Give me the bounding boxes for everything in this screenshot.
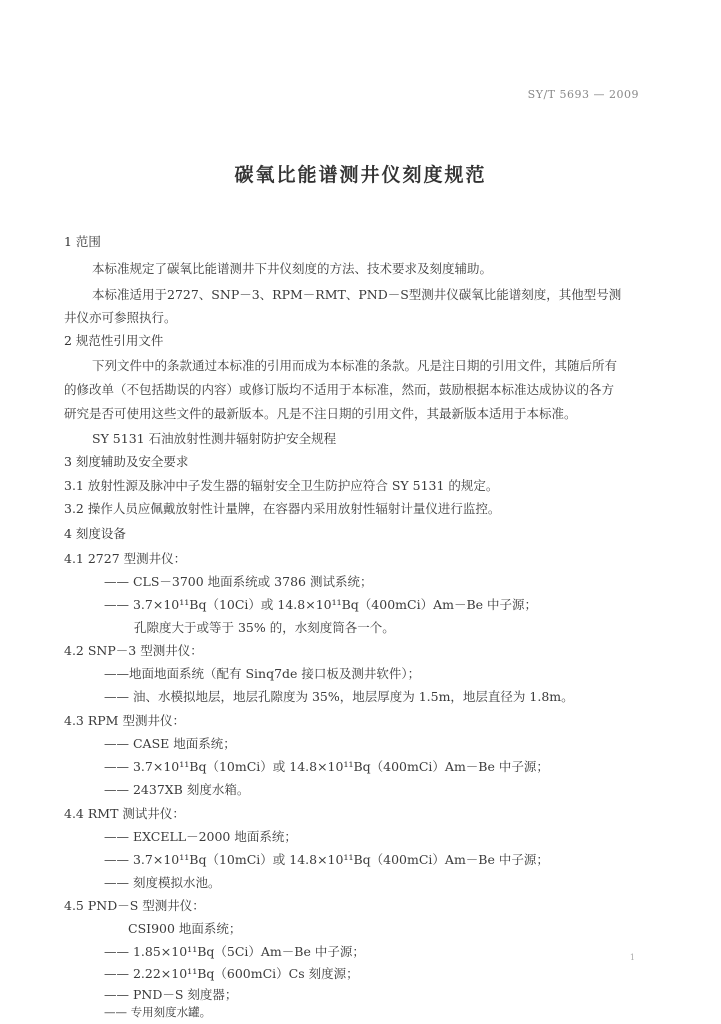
list-item: —— 2.22×10¹¹Bq（600mCi）Cs 刻度源；: [104, 966, 359, 981]
section-1-paragraph-2a: 本标准适用于2727、SNP－3、RPM－RMT、PND－S型测井仪碳氧比能谱刻度，其他型号测: [92, 287, 622, 302]
section-4-heading: 4 刻度设备: [64, 526, 126, 541]
list-item: —— CASE 地面系统；: [104, 736, 236, 751]
subsection-4-5: 4.5 PND－S 型测井仪：: [64, 898, 205, 913]
section-2-paragraph-line-2: 的修改单（不包括勘误的内容）或修订版均不适用于本标准，然而，鼓励根据本标准达成协议的各方: [64, 382, 615, 397]
list-item: —— 3.7×10¹¹Bq（10mCi）或 14.8×10¹¹Bq（400mCi）Am－Be 中子源；: [104, 852, 549, 867]
section-1-paragraph-2b: 井仪亦可参照执行。: [64, 310, 177, 325]
subsection-4-3: 4.3 RPM 型测井仪：: [64, 713, 185, 728]
document-title: 碳氧比能谱测井仪刻度规范: [234, 164, 487, 186]
list-item: —— 3.7×10¹¹Bq（10Ci）或 14.8×10¹¹Bq（400mCi）Am－Be 中子源；: [104, 597, 538, 612]
list-item: 孔隙度大于或等于 35% 的，水刻度筒各一个。: [134, 620, 395, 635]
section-1-paragraph-1: 本标准规定了碳氧比能谱测井下井仪刻度的方法、技术要求及刻度辅助。: [92, 261, 493, 276]
list-item: ——地面地面系统（配有 Sinq7de 接口板及测井软件）；: [104, 666, 421, 681]
list-item: —— PND－S 刻度器；: [104, 987, 238, 1002]
list-item: —— 2437XB 刻度水箱。: [104, 782, 250, 797]
section-2-paragraph-line-1: 下列文件中的条款通过本标准的引用而成为本标准的条款。凡是注日期的引用文件，其随后所有: [92, 358, 618, 373]
section-3-item-1: 3.1 放射性源及脉冲中子发生器的辐射安全卫生防护应符合 SY 5131 的规定。: [64, 478, 499, 493]
section-3-heading: 3 刻度辅助及安全要求: [64, 454, 189, 469]
section-2-heading: 2 规范性引用文件: [64, 333, 164, 348]
subsection-4-2: 4.2 SNP－3 型测井仪：: [64, 643, 203, 658]
section-1-heading: 1 范围: [64, 234, 101, 249]
list-item: —— 专用刻度水罐。: [104, 1005, 212, 1019]
list-item: —— 3.7×10¹¹Bq（10mCi）或 14.8×10¹¹Bq（400mCi）Am－Be 中子源；: [104, 759, 549, 774]
list-item: —— EXCELL－2000 地面系统；: [104, 829, 297, 844]
list-item: CSI900 地面系统；: [128, 921, 242, 936]
list-item: —— 油、水模拟地层，地层孔隙度为 35%，地层厚度为 1.5m，地层直径为 1.8m。: [104, 689, 574, 704]
standard-number: SY/T 5693 — 2009: [527, 88, 639, 101]
subsection-4-4: 4.4 RMT 测试井仪：: [64, 806, 185, 821]
subsection-4-1: 4.1 2727 型测井仪：: [64, 551, 187, 566]
list-item: —— 1.85×10¹¹Bq（5Ci）Am－Be 中子源；: [104, 944, 365, 959]
list-item: —— 刻度模拟水池。: [104, 875, 221, 890]
list-item: —— CLS－3700 地面系统或 3786 测试系统；: [104, 574, 373, 589]
section-2-paragraph-line-3: 研究是否可使用这些文件的最新版本。凡是不注日期的引用文件，其最新版本适用于本标准。: [64, 406, 577, 421]
page-number: 1: [629, 953, 635, 962]
section-3-item-2: 3.2 操作人员应佩戴放射性计量牌，在容器内采用放射性辐射计量仪进行监控。: [64, 501, 501, 516]
section-2-reference: SY 5131 石油放射性测井辐射防护安全规程: [92, 431, 337, 446]
